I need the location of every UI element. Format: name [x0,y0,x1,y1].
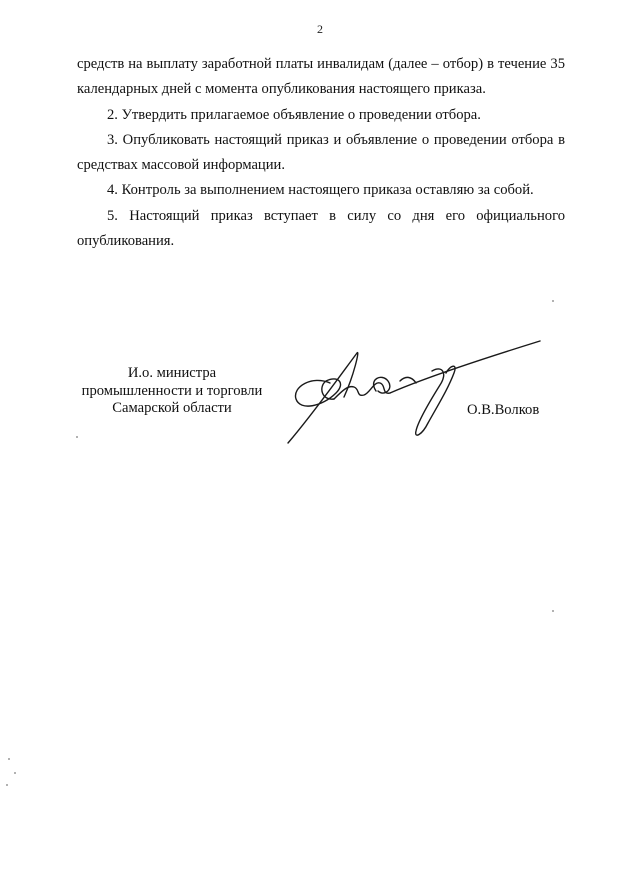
handwritten-signature [282,335,552,450]
scan-speck [76,436,78,438]
scan-speck [552,300,554,302]
paragraph-continuation: средств на выплату заработной платы инвалидам (далее – отбор) в течение 35 календарных дней с момента опубликования настоящего приказа. [77,56,565,98]
paragraph-item-4: 4. Контроль за выполнением настоящего приказа оставляю за собой. [107,182,534,199]
scan-speck [552,610,554,612]
paragraph-item-5: 5. Настоящий приказ вступает в силу со дня его официального опубликования. [77,207,565,250]
paragraph-item-2: 2. Утвердить прилагаемое объявление о проведении отбора. [107,106,481,123]
page-number: 2 [317,22,323,36]
scan-speck [6,784,8,786]
signer-title-line-2: промышленности и торговли [81,382,263,399]
paragraph-item-3: 3. Опубликовать настоящий приказ и объявление о проведении отбора в средствах массовой информации. [77,131,565,174]
signer-name: О.В.Волков [467,402,540,418]
scan-speck [8,758,10,760]
scan-speck [14,772,16,774]
signer-title-line-1: И.о. министра [127,365,217,381]
signer-title [72,365,272,418]
document-body [77,52,565,254]
signer-title-line-3: Самарской области [112,400,232,416]
